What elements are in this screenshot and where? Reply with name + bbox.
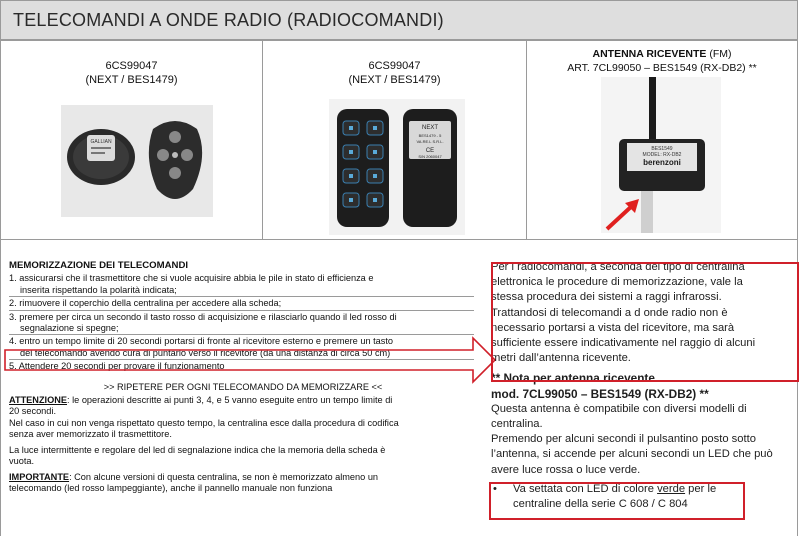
bullet-text-post: per le (685, 482, 717, 495)
step-5: 5. Attendere 20 secondi per provare il funzionamento (9, 361, 225, 372)
attenzione-text-2: 20 secondi. (9, 406, 56, 417)
antenna-name-suffix: (FM) (706, 48, 732, 60)
step-1-cont: inserita rispettando la polarità indicata; (20, 284, 177, 295)
product-model: (NEXT / BES1479) (348, 74, 441, 86)
step4-highlight-arrow (3, 336, 499, 384)
para4-line1: Premendo per alcuni secondi il pulsantino posto sotto (491, 433, 756, 446)
note-2b: vuota. (9, 456, 35, 467)
ce-mark-label: CE (425, 148, 435, 154)
note-2: La luce intermittente e regolare del led di segnalazione indica che la memoria della scheda è (9, 444, 386, 455)
note-1: Nel caso in cui non venga rispettato questo tempo, la centralina esce dalla procedura di codifica (9, 417, 399, 428)
antenna-name: ANTENNA RICEVENTE (592, 48, 707, 60)
para3-line1: Questa antenna è compatibile con diversi modelli di (491, 402, 747, 415)
para1-line2: elettronica le procedure di memorizzazione, vale la (491, 276, 743, 289)
note-title-1: ** Nota per antenna ricevente (491, 371, 655, 386)
remote-model-label: BES1479 - 5 (418, 133, 442, 138)
para2-line3: sufficiente essere indicativamente nel raggio di alcuni (491, 337, 756, 350)
remote-serial-label: S/N 2060047 (418, 154, 442, 159)
step-4-cont: del telecomando avendo cura di puntarlo verso il ricevitore (da una distanza di circa 50 cm) (20, 347, 391, 358)
step-1: 1. assicurarsi che il trasmettitore che si vuole acquisire abbia le pile in stato di efficienza e (9, 273, 374, 284)
para2-line1: Trattandosi di telecomandi a d onde radio non è (491, 306, 728, 319)
importante-label: IMPORTANTE (9, 471, 70, 482)
para2-line4: metri dall’antenna ricevente. (491, 352, 631, 365)
product-code: 6CS99047 (105, 60, 158, 72)
bullet-line-2: centraline della serie C 608 / C 804 (513, 498, 688, 511)
remote-maker-label: VA.RE.L S.R.L. (416, 139, 444, 144)
para1-line1: Per i radiocomandi, a seconda del tipo di centralina (491, 261, 745, 273)
para1-line3: stessa procedura dei sistemi a raggi infrarossi. (491, 291, 722, 304)
attenzione-text: : le operazioni descritte ai punti 3, 4, e 5 vanno eseguite entro un tempo limite di (67, 395, 393, 406)
antenna-art: ART. 7CL99050 – BES1549 (RX-DB2) ** (567, 62, 757, 74)
page-title: TELECOMANDI A ONDE RADIO (RADIOCOMANDI) (13, 10, 444, 30)
step-2: 2. rimuovere il coperchio della centralina per accedere alla scheda; (9, 298, 282, 309)
antenna-model-label: MODEL: RX-DB2 (642, 152, 682, 158)
product-model: (NEXT / BES1479) (85, 74, 178, 86)
fob-brand-label: GALLIAN (90, 139, 112, 145)
importante-text: : Con alcune versioni di questa centralina, se non è memorizzato almeno un (69, 471, 379, 482)
step-3-cont: segnalazione si spegne; (20, 323, 119, 334)
product-cell-fob (1, 41, 263, 239)
note-1b: senza aver memorizzato il trasmettitore. (9, 429, 172, 440)
memorization-heading: MEMORIZZAZIONE DEI TELECOMANDI (9, 260, 189, 271)
product-cell-antenna (527, 41, 797, 239)
bullet-highlight-box (489, 482, 745, 520)
title-bar (0, 0, 798, 40)
para4-line2: l’antenna, si accende per alcuni secondi un LED che può (491, 448, 773, 461)
para3-line2: centralina. (491, 418, 543, 431)
para2-line2: necessario portarsi a vista del ricevitore, ma sarà (491, 321, 735, 334)
bullet-icon: • (493, 482, 497, 495)
para4-line3: avere luce rossa o luce verde. (491, 463, 641, 476)
antenna-photo (601, 77, 721, 233)
remote-photo (329, 99, 465, 235)
antenna-product-label: BES1549 (651, 146, 673, 152)
product-cell-remote (263, 41, 527, 239)
keyfob-photo (61, 105, 213, 217)
bullet-text-pre: Va settata con LED di colore (513, 482, 658, 495)
product-code: 6CS99047 (368, 60, 421, 72)
step-3: 3. premere per circa un secondo il tasto rosso di acquisizione e rilasciarlo quando il led rosso di (9, 311, 397, 322)
note-title-2: mod. 7CL99050 – BES1549 (RX-DB2) ** (491, 386, 709, 401)
antenna-brand-label: berenzoni (643, 158, 681, 167)
importante-text-2: telecomando (led rosso lampeggiante), anche il pannello manuale non funziona (9, 482, 333, 493)
bullet-text-green: verde (657, 482, 686, 495)
product-grid (0, 40, 798, 240)
repeat-note: >> RIPETERE PER OGNI TELECOMANDO DA MEMORIZZARE << (103, 381, 383, 392)
remote-brand-label: NEXT (421, 125, 439, 131)
info-highlight-box (491, 262, 799, 382)
step-4: 4. entro un tempo limite di 20 secondi portarsi di fronte al ricevitore esterno e premere un tasto (9, 336, 394, 347)
attenzione-label: ATTENZIONE (9, 395, 68, 406)
instructions-section (0, 240, 798, 536)
